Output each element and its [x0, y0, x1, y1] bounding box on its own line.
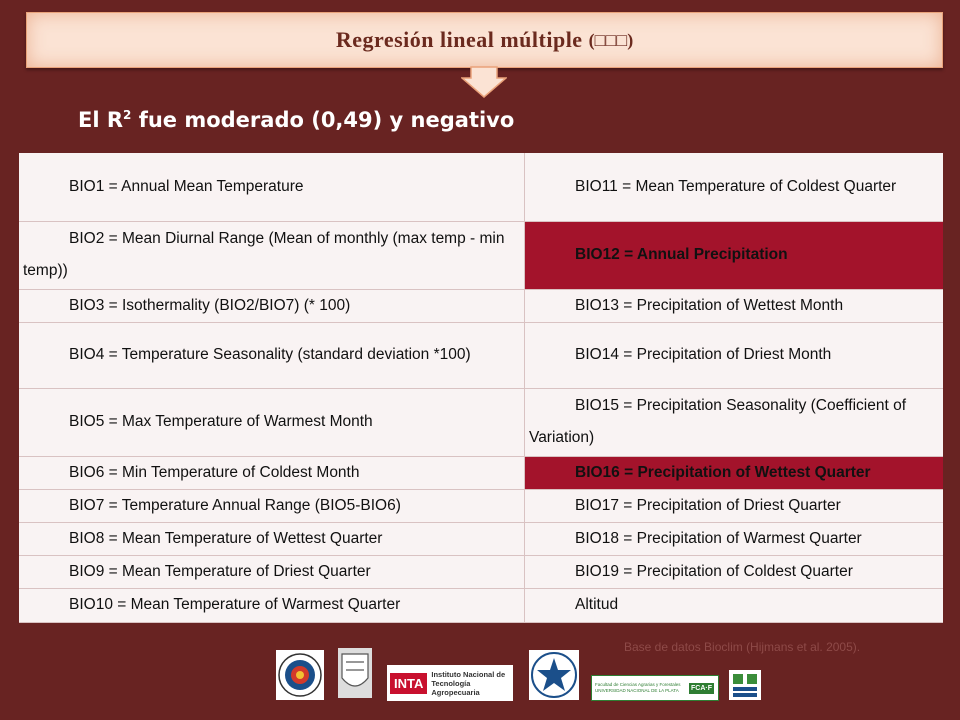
table-row: [19, 153, 943, 221]
precipitation-variable-cell: BIO14 = Precipitation of Driest Month: [525, 322, 944, 388]
source-citation: Base de datos Bioclim (Hijmans et al. 2005).: [624, 640, 861, 654]
university-star-logo: [529, 650, 579, 700]
bioclim-variables-table: [19, 153, 943, 623]
inta-logo: INTA Instituto Nacional de Tecnología Agropecuaria: [387, 665, 513, 701]
table-row: [19, 522, 943, 555]
precipitation-variable-cell: BIO18 = Precipitation of Warmest Quarter: [525, 522, 944, 555]
slide-title-suffix: (□□□): [588, 29, 634, 50]
title-banner: [26, 12, 943, 68]
coat-of-arms-logo: [338, 648, 372, 698]
table-row: [19, 388, 943, 456]
fca-unlp-logo: Facultad de Ciencias Agrarias y Forestales UNIVERSIDAD NACIONAL DE LA PLATA FCA·F: [591, 675, 719, 701]
precipitation-variable-cell: BIO16 = Precipitation of Wettest Quarter: [525, 456, 944, 489]
precipitation-variable-cell: BIO12 = Annual Precipitation: [525, 221, 944, 289]
table-row: [19, 322, 943, 388]
university-seal-logo: [276, 650, 324, 700]
precipitation-variable-cell: BIO11 = Mean Temperature of Coldest Quarter: [525, 153, 944, 221]
temperature-variable-cell: BIO9 = Mean Temperature of Driest Quarter: [19, 555, 525, 588]
temperature-variable-cell: BIO4 = Temperature Seasonality (standard deviation *100): [19, 322, 525, 388]
precipitation-variable-cell: BIO13 = Precipitation of Wettest Month: [525, 289, 944, 322]
precipitation-variable-cell: BIO19 = Precipitation of Coldest Quarter: [525, 555, 944, 588]
temperature-variable-cell: BIO6 = Min Temperature of Coldest Month: [19, 456, 525, 489]
down-arrow-icon: [461, 66, 507, 98]
table-row: [19, 456, 943, 489]
tree-emblem-logo: [729, 670, 761, 700]
temperature-variable-cell: BIO7 = Temperature Annual Range (BIO5-BIO6): [19, 489, 525, 522]
temperature-variable-cell: BIO8 = Mean Temperature of Wettest Quarter: [19, 522, 525, 555]
table-row: [19, 289, 943, 322]
precipitation-variable-cell: BIO15 = Precipitation Seasonality (Coefficient of Variation): [525, 388, 944, 456]
temperature-variable-cell: BIO10 = Mean Temperature of Warmest Quarter: [19, 588, 525, 622]
temperature-variable-cell: BIO5 = Max Temperature of Warmest Month: [19, 388, 525, 456]
table-row: [19, 221, 943, 289]
table-row: [19, 489, 943, 522]
slide-title: Regresión lineal múltiple: [335, 27, 583, 52]
table-row: [19, 555, 943, 588]
temperature-variable-cell: BIO2 = Mean Diurnal Range (Mean of monthly (max temp - min temp)): [19, 221, 525, 289]
precipitation-variable-cell: BIO17 = Precipitation of Driest Quarter: [525, 489, 944, 522]
temperature-variable-cell: BIO3 = Isothermality (BIO2/BIO7) (* 100): [19, 289, 525, 322]
temperature-variable-cell: BIO1 = Annual Mean Temperature: [19, 153, 525, 221]
table-row: [19, 588, 943, 622]
result-subtitle: El $R^2$ fue moderado (0,49) y negativo: [78, 108, 515, 132]
precipitation-variable-cell: Altitud: [525, 588, 944, 622]
